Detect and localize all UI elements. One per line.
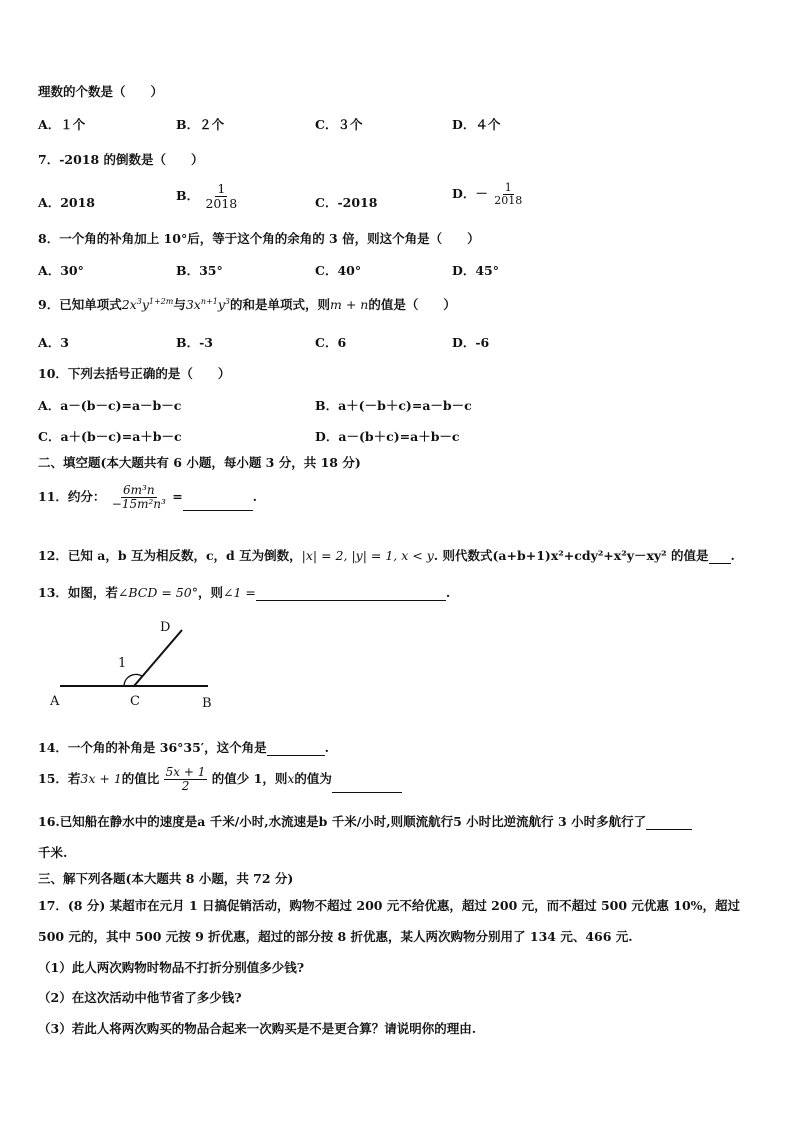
q7-option-c: C．-2018 [315, 195, 378, 210]
q9-end: 的值是（ ） [368, 297, 456, 312]
q7-option-d [452, 182, 524, 207]
q9-monomial-1 [122, 297, 174, 312]
q9-mid: 与 [173, 297, 186, 312]
q12-text2: . 则代数式(a+b+1)x²+cdy²+x²y－xy² 的值是 [433, 548, 709, 563]
q9-option-b: B．-3 [176, 335, 213, 350]
q13-expr: ∠BCD = 50° [117, 585, 198, 600]
q6-option-d: D．４个 [452, 117, 501, 132]
q6-tail: 理数的个数是（ ） [38, 84, 164, 99]
q13-stem [38, 583, 764, 601]
q11-den: −15m²n³ [111, 497, 166, 512]
q11-prefix: 11．约分： [38, 489, 106, 505]
ray-cd [134, 630, 182, 686]
q9-option-d: D．-6 [452, 335, 490, 350]
q7-stem: 7．-2018 的倒数是（ ） [38, 152, 204, 167]
label-angle-1: 1 [118, 656, 127, 671]
q9-m1-y: y [141, 297, 149, 312]
q7-d-den: 2018 [494, 194, 523, 208]
q12-stem [38, 546, 764, 564]
section-2-heading: 二、填空题(本大题共有 6 小题，每小题 3 分，共 18 分) [38, 455, 361, 470]
q17-line2: 500 元的，其中 500 元按 9 折优惠，超过的部分按 8 折优惠，某人两次购物分别用了 134 元、466 元. [38, 929, 633, 944]
q6-option-c: C．３个 [315, 117, 363, 132]
q9-option-a: A．3 [38, 335, 69, 350]
q16-text: 16.已知船在静水中的速度是a 千米/小时,水流速是b 千米/小时,则顺流航行5 小时比逆流航行 3 小时多航行了 [38, 814, 647, 829]
q11-fraction [110, 484, 168, 511]
q12-end: . [730, 548, 735, 563]
q9-m2-exp1: n+1 [200, 296, 218, 306]
q15-var: x [287, 771, 295, 787]
q13-prefix: 13．如图，若 [38, 585, 118, 600]
q15-answer-blank [332, 792, 402, 793]
q6-option-a: A．１个 [38, 117, 86, 132]
angle-figure [50, 618, 230, 718]
q8-option-b: B．35° [176, 263, 223, 278]
q14-answer-blank [267, 755, 325, 756]
q16-line2: 千米. [38, 845, 68, 860]
q11-eq: = [172, 489, 183, 505]
q9-m1-exp2: 1+2m [148, 296, 174, 306]
q15-prefix: 15．若 [38, 771, 81, 787]
q11-answer-blank [183, 510, 253, 511]
q15-stem [38, 766, 764, 793]
q8-stem: 8．一个角的补角加上 10°后，等于这个角的余角的 3 倍，则这个角是（ ） [38, 231, 480, 246]
q17-sub1: （1）此人两次购物时物品不打折分别值多少钱? [38, 960, 305, 975]
q9-m2-exp2: 3 [224, 296, 230, 306]
q7-option-b [176, 182, 239, 211]
q13-mid: ，则 [197, 585, 223, 600]
section-3-heading: 三、解下列各题(本大题共 8 小题，共 72 分) [38, 871, 294, 886]
q6-option-b: B．２个 [176, 117, 225, 132]
q12-text1: 12．已知 a，b 互为相反数，c，d 互为倒数， [38, 548, 302, 563]
q9-suffix: 的和是单项式，则 [229, 297, 330, 312]
q14-text: 14．一个角的补角是 36°35′，这个角是 [38, 740, 267, 755]
q13-answer-blank [256, 600, 446, 601]
q7-d-fraction [492, 182, 524, 207]
q11-stem [38, 484, 764, 511]
q9-option-c: C．6 [315, 335, 347, 350]
q10-option-b: B．a＋(－b＋c)=a－b－c [315, 398, 472, 413]
q8-option-a: A．30° [38, 263, 84, 278]
q14-end: . [324, 740, 329, 755]
q15-end: 的值为 [294, 771, 332, 787]
q10-option-a: A．a－(b－c)=a－b－c [38, 398, 182, 413]
q17-sub2: （2）在这次活动中他节省了多少钱? [38, 990, 242, 1005]
label-d: D [160, 620, 171, 635]
q7-b-den: 2018 [205, 195, 238, 211]
q14-stem [38, 738, 764, 756]
q9-m1-exp1: 3 [136, 296, 142, 306]
q9-m1: 2x [121, 297, 137, 312]
q16-stem [38, 812, 764, 830]
q15-expr1: 3x + 1 [80, 771, 122, 787]
q16-answer-blank [646, 829, 692, 830]
q15-mid2: 的值少 1，则 [211, 771, 288, 787]
q7-b-fraction [203, 182, 239, 211]
q9-expr: m + n [330, 297, 369, 312]
q13-expr2: ∠1 = [222, 585, 256, 600]
q9-m2: 3x [185, 297, 201, 312]
q12-condition: |x| = 2, |y| = 1, x < y [301, 548, 434, 563]
q15-num: 5x + 1 [165, 765, 206, 779]
label-c: C [130, 694, 140, 709]
label-a: A [50, 694, 60, 709]
q13-end: . [445, 585, 451, 600]
q9-m2-y: y [217, 297, 225, 312]
q9-stem [38, 295, 764, 313]
q17-sub3: （3）若此人将两次购买的物品合起来一次购买是不是更合算？请说明你的理由. [38, 1021, 477, 1036]
label-b: B [202, 696, 212, 711]
q7-d-num: 1 [504, 181, 512, 194]
q15-fraction [164, 766, 208, 793]
q11-num: 6m³n [123, 483, 155, 497]
q10-option-c: C．a＋(b－c)=a＋b－c [38, 429, 182, 444]
q7-b-label: B． [176, 187, 200, 203]
q9-monomial-2 [186, 297, 230, 312]
q9-prefix: 9．已知单项式 [38, 297, 122, 312]
q11-end: . [252, 489, 258, 505]
q17-line1: 17．(8 分) 某超市在元月 1 日搞促销活动，购物不超过 200 元不给优惠，超过 200 元，而不超过 500 元优惠 10%，超过 [38, 898, 741, 913]
q10-stem: 10．下列去括号正确的是（ ） [38, 366, 231, 381]
q15-mid: 的值比 [121, 771, 160, 787]
q15-den: 2 [181, 779, 190, 794]
q7-b-num: 1 [217, 181, 226, 196]
q7-option-a: A．2018 [38, 195, 95, 210]
q7-d-label: D．－ [452, 186, 488, 202]
q8-option-c: C．40° [315, 263, 362, 278]
q10-option-d: D．a－(b＋c)=a＋b－c [315, 429, 460, 444]
q12-answer-blank [709, 563, 731, 564]
q8-option-d: D．45° [452, 263, 499, 278]
